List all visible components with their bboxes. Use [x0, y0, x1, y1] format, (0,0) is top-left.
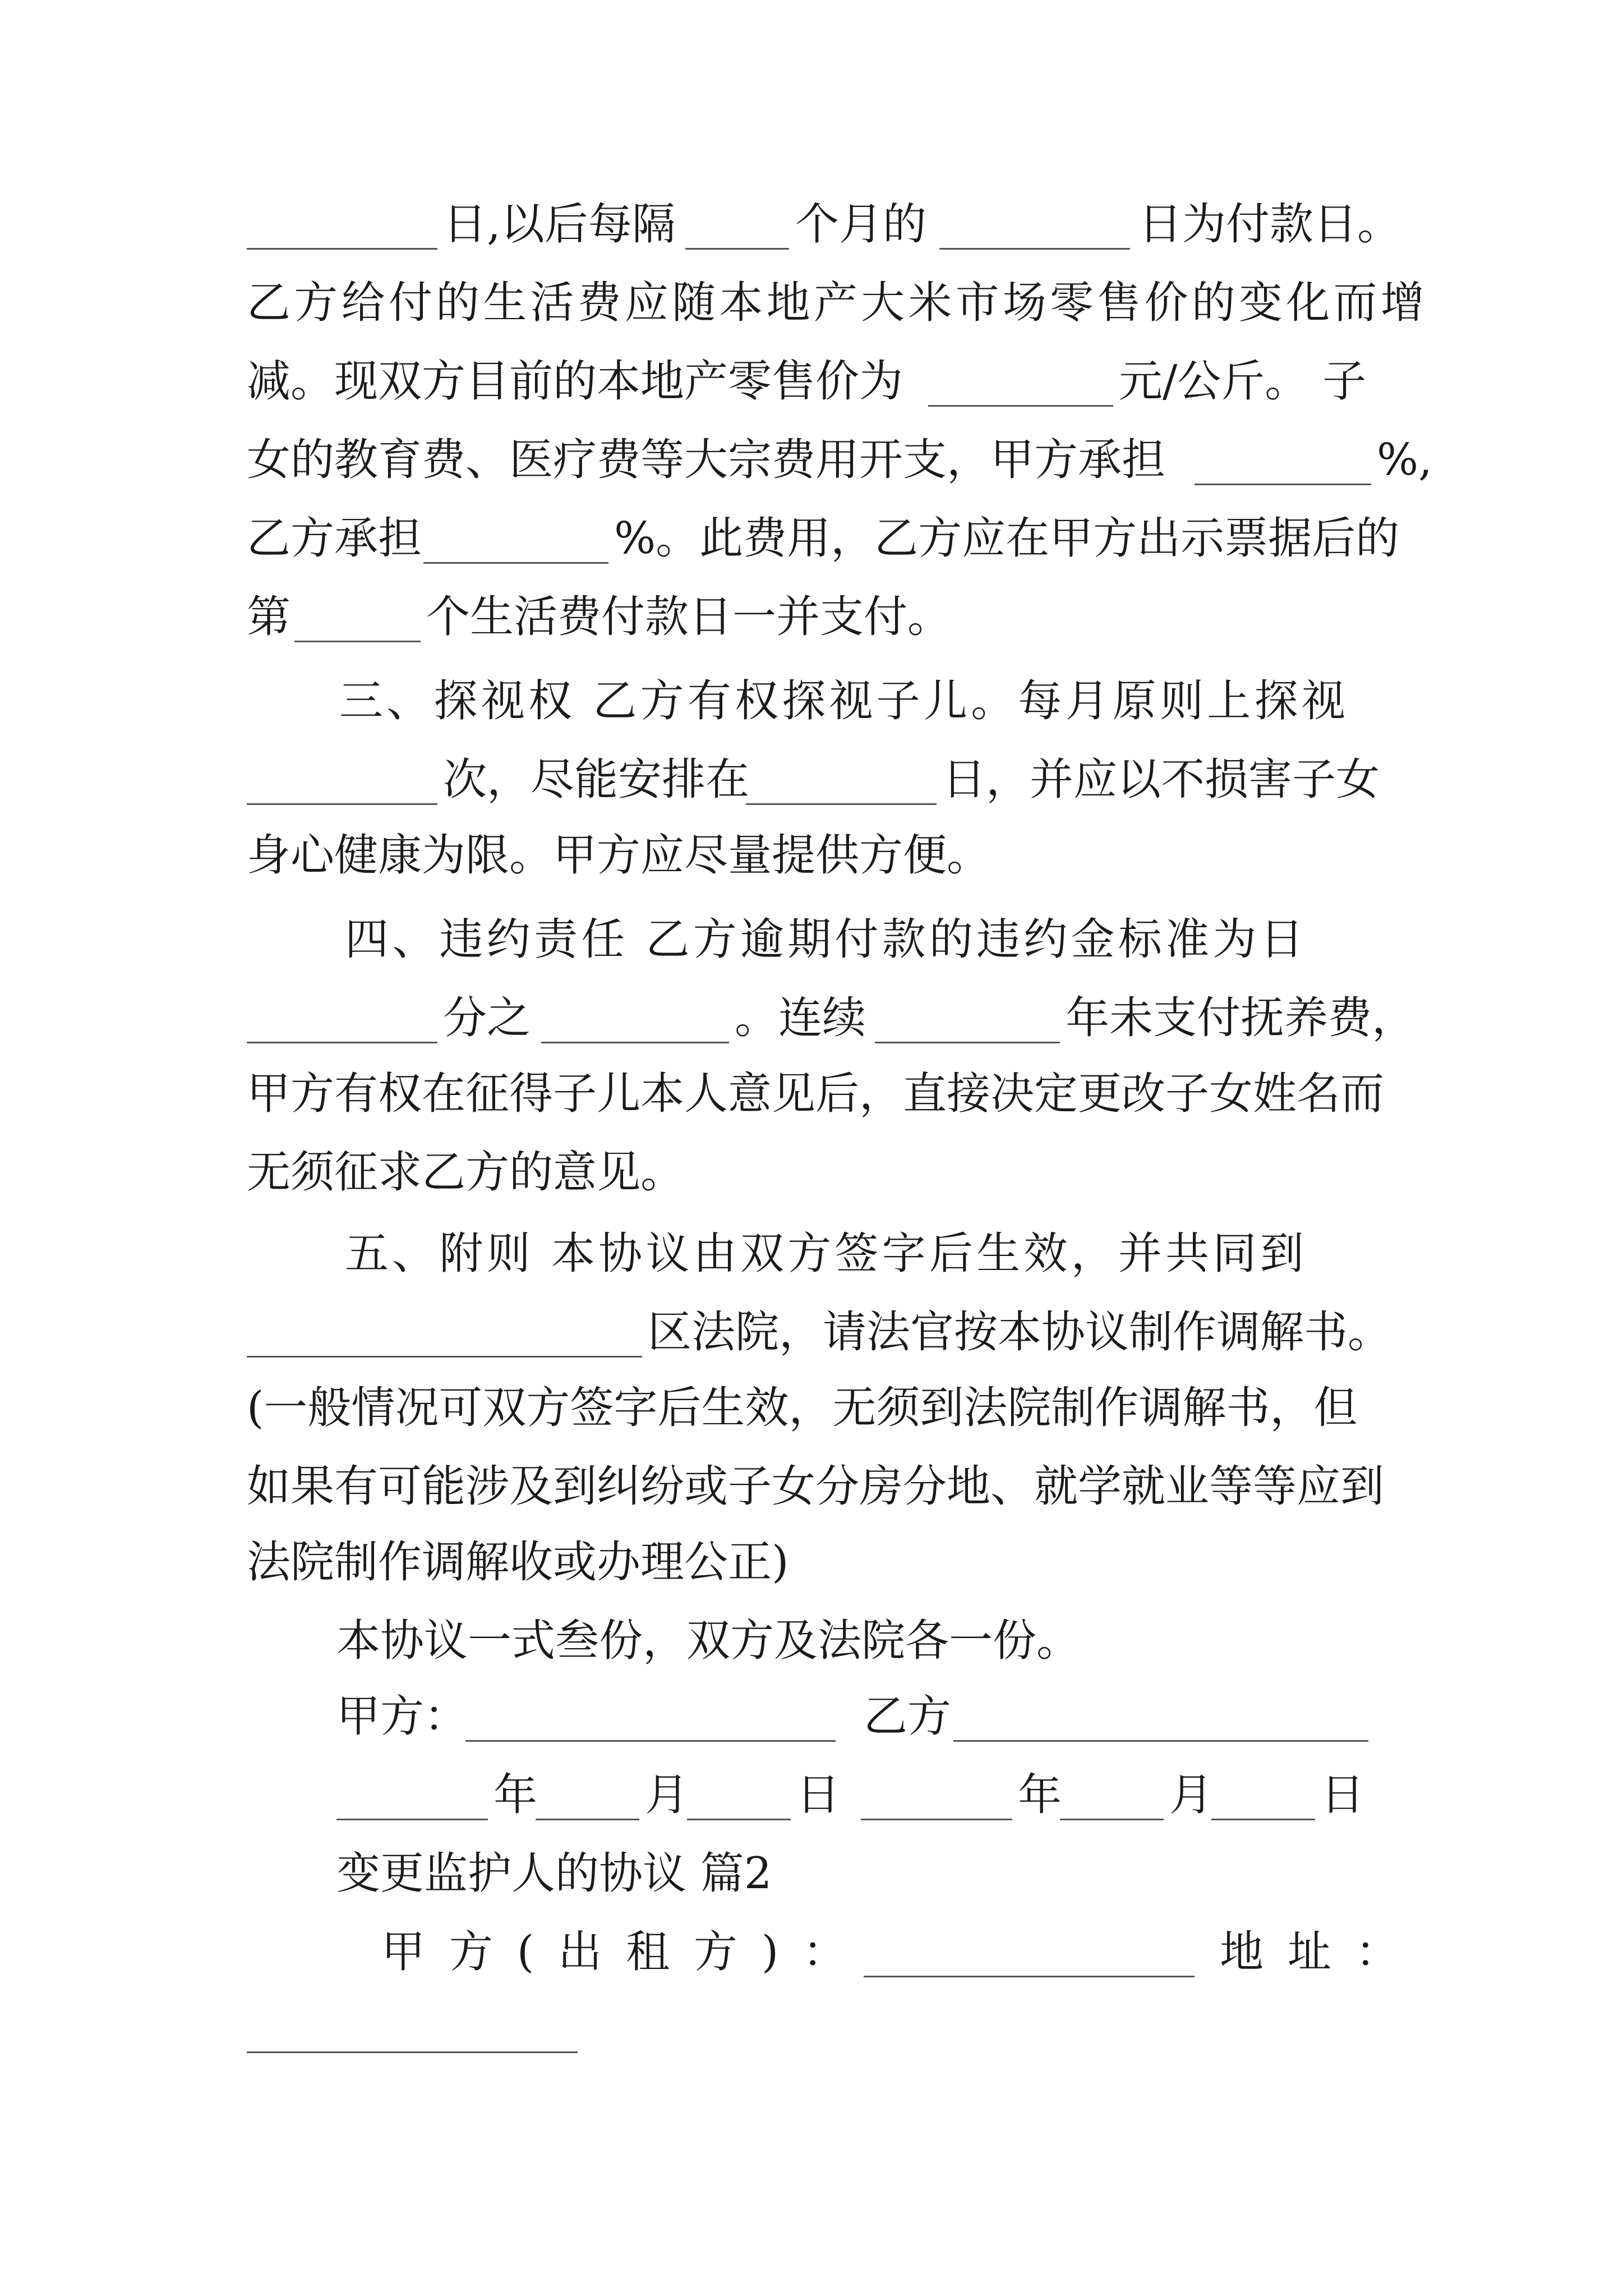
section-4-heading: 四、违约责任 乙方逾期付款的违约金标准为日 — [345, 914, 1307, 965]
lessor-label: 甲方(出租方)： — [381, 1927, 871, 1977]
text-line-17 — [0, 1458, 1623, 1515]
text-line-12 — [0, 1066, 1623, 1122]
blank-field — [247, 1042, 437, 1043]
blank-field — [1060, 1819, 1164, 1820]
line-3-text-a: 减。现双方目前的本地产零售价为 — [247, 356, 903, 407]
text-line-18 — [0, 1534, 1623, 1590]
date-2-month: 月 — [1169, 1770, 1214, 1820]
line-5-text-b: %。此费用，乙方应在甲方出示票据后的 — [614, 513, 1400, 564]
blank-field — [685, 248, 789, 250]
line-11-text-b: 。连续 — [735, 993, 866, 1043]
blank-field — [336, 1819, 488, 1820]
text-line-2 — [0, 275, 1623, 331]
text-line-14 — [0, 1226, 1623, 1282]
text-line-8 — [0, 752, 1623, 808]
blank-field — [1211, 1819, 1315, 1820]
text-line-15 — [0, 1304, 1623, 1360]
text-line-9 — [0, 827, 1623, 884]
address-blank — [247, 2051, 578, 2053]
line-12-text: 甲方有权在征得子儿本人意见后，直接决定更改子女姓名而 — [247, 1069, 1385, 1119]
line-9-text: 身心健康为限。甲方应尽量提供方便。 — [247, 830, 991, 881]
line-5-text-a: 乙方承担 — [247, 513, 422, 564]
date-2-day: 日 — [1321, 1770, 1365, 1820]
blank-field — [247, 248, 437, 250]
text-line-3 — [0, 353, 1623, 409]
text-line-1 — [0, 196, 1623, 252]
line-8-text-a: 次，尽能安排在 — [443, 754, 750, 805]
text-line-22 — [0, 1846, 1623, 1902]
date-line — [0, 1767, 1623, 1823]
signature-line — [0, 1688, 1623, 1745]
date-2-year: 年 — [1018, 1770, 1062, 1820]
line-11-text-a: 分之 — [443, 993, 531, 1043]
line-16-text: (一般情况可双方签字后生效，无须到法院制作调解书，但 — [247, 1383, 1358, 1433]
line-3-text-b: 元/公斤。 子 — [1119, 356, 1367, 407]
date-1-year: 年 — [494, 1770, 538, 1820]
date-1-day: 日 — [796, 1770, 841, 1820]
party-a-label: 甲方： — [336, 1691, 468, 1742]
line-17-text: 如果有可能涉及到纠纷或子女分房分地、就学就业等等应到 — [247, 1461, 1385, 1512]
text-line-24 — [0, 2000, 1623, 2056]
text-line-13 — [0, 1144, 1623, 1200]
blank-field — [423, 562, 608, 564]
line-1-text-c: 日为付款日。 — [1138, 199, 1401, 250]
blank-field — [939, 248, 1130, 250]
text-line-11 — [0, 990, 1623, 1046]
text-line-19 — [0, 1613, 1623, 1669]
line-2-text: 乙方给付的生活费应随本地产大米市场零售价的变化而增 — [247, 278, 1428, 328]
blank-field — [861, 1819, 1012, 1820]
text-line-10 — [0, 912, 1623, 968]
line-1-text-b: 个月的 — [795, 199, 927, 250]
text-line-5 — [0, 510, 1623, 567]
line-6-text-a: 第 — [247, 592, 291, 642]
blank-field — [1195, 484, 1371, 485]
blank-field — [294, 641, 421, 642]
party-b-signature-blank — [953, 1740, 1368, 1742]
section-title: 变更监护人的协议 篇2 — [336, 1848, 772, 1899]
party-a-signature-blank — [465, 1740, 836, 1742]
blank-field — [687, 1819, 791, 1820]
blank-field — [247, 803, 437, 805]
lessor-blank — [864, 1976, 1195, 1977]
line-4-text-b: %, — [1377, 435, 1432, 485]
line-19-text: 本协议一式叁份，双方及法院各一份。 — [336, 1616, 1081, 1666]
blank-field — [928, 405, 1113, 407]
blank-field — [875, 1042, 1060, 1043]
line-4-text-a: 女的教育费、医疗费等大宗费用开支，甲方承担 — [247, 435, 1166, 485]
text-line-6 — [0, 589, 1623, 645]
section-5-heading: 五、附则 本协议由双方签字后生效，并共同到 — [345, 1228, 1307, 1279]
line-18-text: 法院制作调解收或办理公正) — [247, 1537, 789, 1588]
blank-field — [541, 1042, 729, 1043]
party-b-label: 乙方 — [864, 1691, 952, 1742]
address-label: 地址： — [1220, 1927, 1423, 1977]
blank-field — [746, 803, 937, 805]
date-1-month: 月 — [645, 1770, 689, 1820]
line-13-text: 无须征求乙方的意见。 — [247, 1147, 685, 1198]
line-15-text: 区法院，请法官按本协议制作调解书。 — [648, 1307, 1392, 1358]
blank-field — [247, 1356, 642, 1358]
text-line-4 — [0, 432, 1623, 488]
section-3-heading: 三、探视权 乙方有权探视子儿。每月原则上探视 — [339, 676, 1349, 726]
line-11-text-c: 年未支付抚养费， — [1066, 993, 1416, 1043]
blank-field — [536, 1819, 639, 1820]
line-6-text-b: 个生活费付款日一并支付。 — [426, 592, 952, 642]
text-line-23 — [0, 1924, 1623, 1980]
text-line-16 — [0, 1380, 1623, 1436]
line-1-text-a: 日,以后每隔 — [443, 199, 676, 250]
line-8-text-b: 日，并应以不损害子女 — [942, 754, 1380, 805]
text-line-7 — [0, 673, 1623, 729]
